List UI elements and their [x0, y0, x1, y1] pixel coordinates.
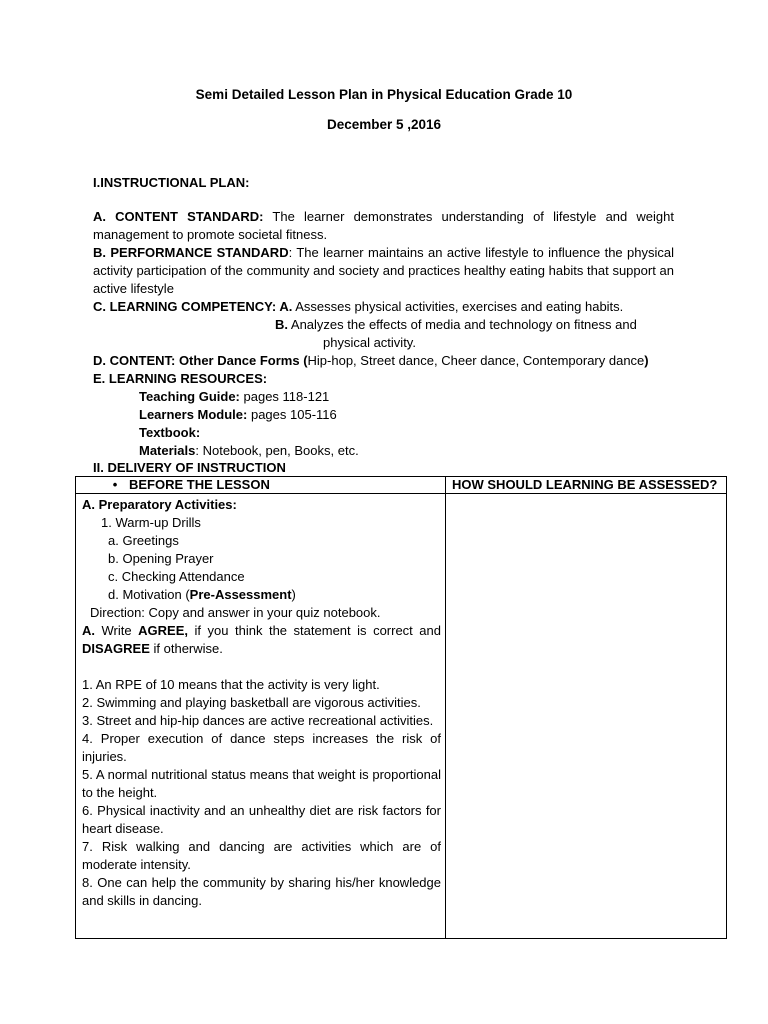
before-lesson-label: BEFORE THE LESSON: [129, 477, 270, 492]
motivation-prefix: d. Motivation (: [108, 587, 190, 602]
learning-resources-heading: E. LEARNING RESOURCES:: [93, 371, 268, 386]
instruction-text-2: if you think the statement is correct and: [187, 623, 442, 638]
instruction-a: A.: [82, 623, 95, 638]
before-lesson-cell: [76, 494, 446, 939]
statement-1: 1. An RPE of 10 means that the activity is very light.: [82, 677, 380, 692]
motivation: [82, 586, 441, 604]
greetings: a. Greetings: [108, 533, 179, 548]
direction: Direction: Copy and answer in your quiz notebook.: [90, 605, 381, 620]
content-standard: [93, 208, 674, 244]
bullet-icon: •: [112, 477, 118, 492]
instruction-text-1: Write: [95, 623, 139, 638]
section-instructional-plan: I.INSTRUCTIONAL PLAN:: [93, 175, 250, 190]
content-line: [93, 352, 649, 370]
content-close: ): [644, 353, 649, 368]
table-header-row: [76, 477, 727, 494]
lesson-table: [75, 476, 727, 939]
opening-prayer: b. Opening Prayer: [108, 551, 214, 566]
materials-value: : Notebook, pen, Books, etc.: [195, 443, 359, 458]
content-text: Hip-hop, Street dance, Cheer dance, Contemporary dance: [307, 353, 645, 368]
statement-6: 6. Physical inactivity and an unhealthy diet are risk factors for heart disease.: [82, 803, 441, 836]
document-date: December 5 ,2016: [326, 117, 442, 132]
performance-standard: [93, 244, 674, 298]
assessment-header: HOW SHOULD LEARNING BE ASSESSED?: [446, 477, 727, 494]
teaching-guide: [139, 388, 329, 406]
learning-competency-b-text: Analyzes the effects of media and technology on fitness and: [288, 317, 637, 332]
materials-label: Materials: [139, 443, 196, 458]
section-delivery-of-instruction: II. DELIVERY OF INSTRUCTION: [93, 460, 286, 475]
learning-competency-b-cont: physical activity.: [323, 335, 416, 350]
learning-competency-b: [275, 316, 637, 334]
statement-8: 8. One can help the community by sharing his/her knowledge and skills in dancing.: [82, 875, 441, 908]
agree-keyword: AGREE,: [138, 623, 188, 638]
statement-4: 4. Proper execution of dance steps increases the risk of injuries.: [82, 731, 441, 764]
statement-5: 5. A normal nutritional status means that weight is proportional to the height.: [82, 767, 441, 800]
instruction: [82, 622, 441, 658]
learning-competency-label: C. LEARNING COMPETENCY: A.: [93, 299, 293, 314]
spacer: [82, 658, 441, 676]
learners-module-label: Learners Module:: [139, 407, 248, 422]
pre-assessment: Pre-Assessment: [189, 587, 292, 602]
table-body-row: [76, 494, 727, 939]
content-standard-text: The learner demonstrates understanding of lifestyle and weight management to promote societal fitness.: [93, 209, 675, 242]
preparatory-activities: A. Preparatory Activities:: [82, 497, 237, 512]
statement-3: 3. Street and hip-hip dances are active recreational activities.: [82, 713, 434, 728]
learning-competency-a: Assesses physical activities, exercises and eating habits.: [292, 299, 624, 314]
learning-competency: [93, 298, 623, 316]
textbook: [139, 424, 200, 442]
learners-module: [139, 406, 337, 424]
content-standard-label: A. CONTENT STANDARD:: [93, 209, 264, 224]
before-lesson-header: [76, 477, 446, 494]
teaching-guide-value: pages 118-121: [239, 389, 330, 404]
performance-standard-label: B. PERFORMANCE STANDARD: [93, 245, 289, 260]
performance-standard-text: : The learner maintains an active lifestyle to influence the physical activity participation of the community and society and practices healthy eating habits that support an active lifestyle: [93, 245, 675, 296]
statement-7: 7. Risk walking and dancing are activities which are of moderate intensity.: [82, 839, 441, 872]
checking-attendance: c. Checking Attendance: [108, 569, 245, 584]
textbook-label: Textbook:: [139, 425, 201, 440]
teaching-guide-label: Teaching Guide:: [139, 389, 240, 404]
content-label: D. CONTENT: Other Dance Forms (: [93, 353, 308, 368]
disagree-keyword: DISAGREE: [82, 641, 150, 656]
materials: [139, 442, 359, 460]
document-title: Semi Detailed Lesson Plan in Physical Education Grade 10: [195, 87, 573, 102]
instruction-text-3: if otherwise.: [149, 641, 223, 656]
motivation-suffix: ): [291, 587, 296, 602]
learners-module-value: pages 105-116: [247, 407, 337, 422]
warmup-drills: 1. Warm-up Drills: [101, 515, 201, 530]
statement-2: 2. Swimming and playing basketball are vigorous activities.: [82, 695, 421, 710]
learning-competency-b-label: B.: [275, 317, 288, 332]
assessment-cell: [446, 494, 727, 939]
